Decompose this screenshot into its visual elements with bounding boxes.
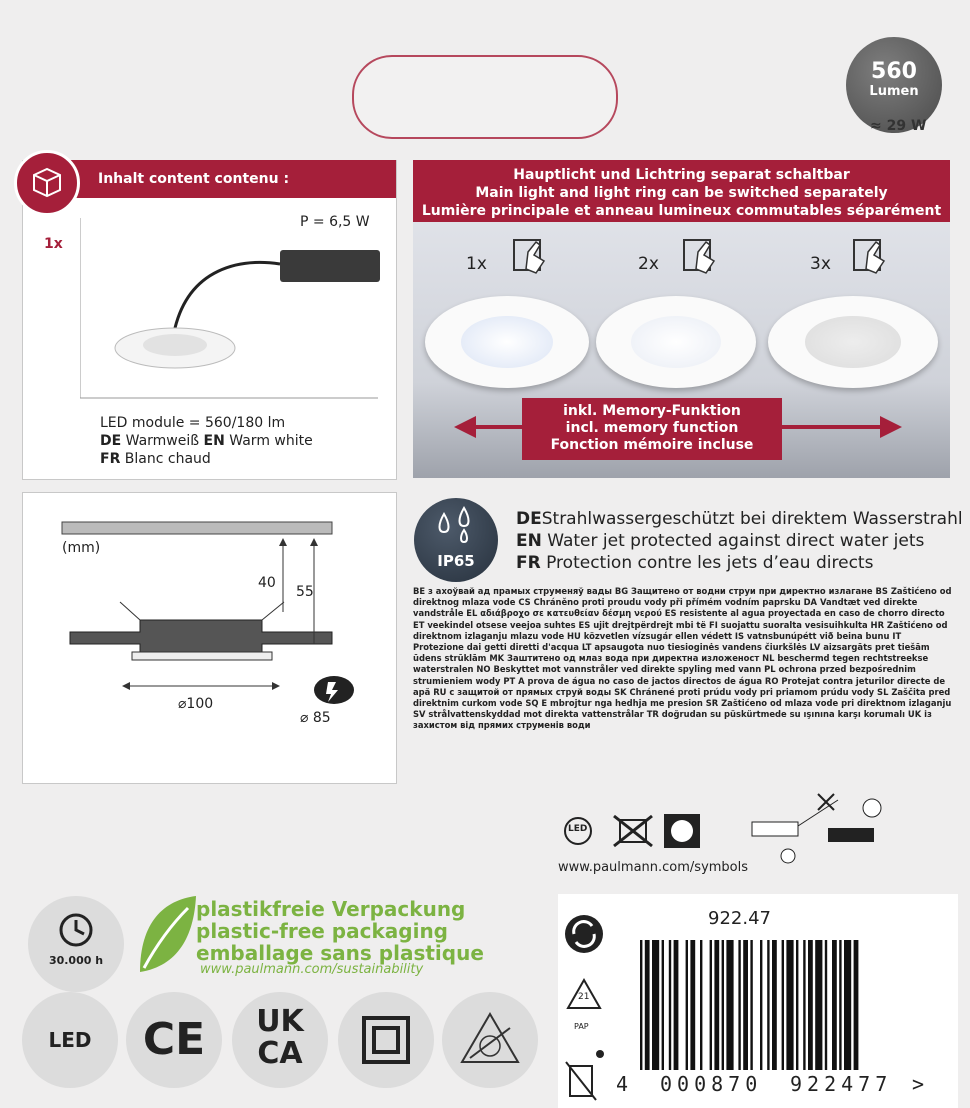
barcode-bar bbox=[743, 940, 748, 1070]
ukca-top: UK bbox=[256, 1004, 304, 1039]
barcode-bar bbox=[726, 940, 733, 1070]
switching-line-de: Hauptlicht und Lichtring separat schaltbar bbox=[513, 167, 850, 183]
fr-text: Blanc chaud bbox=[120, 451, 211, 467]
barcode-bar bbox=[674, 940, 679, 1070]
barcode-bar bbox=[839, 940, 841, 1070]
barcode-bar bbox=[710, 940, 712, 1070]
barcode-bar bbox=[700, 940, 702, 1070]
dimension-drawing bbox=[22, 492, 395, 782]
barcode-bar bbox=[844, 940, 851, 1070]
double-square-icon bbox=[338, 992, 434, 1088]
barcode-bar bbox=[767, 940, 769, 1070]
ean-group-2: 922477 bbox=[790, 1072, 893, 1096]
watt-equivalent: ≈ 29 W bbox=[870, 118, 927, 134]
lumen-value: 560 bbox=[871, 59, 917, 84]
triangle-crossed-icon bbox=[442, 992, 538, 1088]
led-mark: LED bbox=[22, 992, 118, 1088]
barcode-bar bbox=[714, 940, 719, 1070]
en-prefix: EN bbox=[203, 433, 225, 449]
barcode-bar bbox=[854, 940, 859, 1070]
barcode-bar bbox=[760, 940, 762, 1070]
product-illustration bbox=[80, 218, 380, 408]
ean-group-1: 000870 bbox=[660, 1072, 763, 1096]
switching-line-en: Main light and light ring can be switched separately bbox=[475, 185, 888, 201]
ean-barcode bbox=[640, 940, 940, 1074]
recycle-code: 21 bbox=[578, 992, 590, 1002]
memory-line-de: inkl. Memory-Funktion bbox=[563, 403, 741, 419]
press-count-1: 1x bbox=[466, 254, 487, 274]
ukca-bottom: CA bbox=[257, 1036, 303, 1071]
protection-class-ii-mark bbox=[338, 992, 434, 1088]
recycle-material: PAP bbox=[574, 1022, 589, 1031]
switch-hand-icon-1 bbox=[510, 236, 550, 276]
water-drops-icon bbox=[414, 498, 498, 552]
cutout-85: ⌀ 85 bbox=[300, 710, 331, 726]
barcode-bar bbox=[782, 940, 784, 1070]
ce-mark: CE bbox=[126, 992, 222, 1088]
press-count-3: 3x bbox=[810, 254, 831, 274]
barcode-bar bbox=[652, 940, 659, 1070]
barcode-bar bbox=[825, 940, 827, 1070]
memory-line-fr: Fonction mémoire incluse bbox=[550, 437, 754, 453]
symbols-url[interactable]: www.paulmann.com/symbols bbox=[558, 860, 749, 875]
led-spec bbox=[100, 414, 313, 468]
plastic-free-fr: emballage sans plastique bbox=[196, 941, 484, 965]
barcode-bar bbox=[796, 940, 798, 1070]
plastic-free-en: plastic-free packaging bbox=[196, 919, 448, 943]
barcode-bar bbox=[669, 940, 671, 1070]
switching-heading bbox=[413, 160, 950, 222]
lamp-mode-2 bbox=[596, 296, 756, 388]
ean-end-marker: > bbox=[912, 1072, 925, 1096]
lifetime-badge bbox=[28, 896, 124, 992]
lamp-mode-1 bbox=[425, 296, 589, 388]
unit-label: (mm) bbox=[62, 540, 101, 556]
barcode-bar bbox=[722, 940, 724, 1070]
lumen-unit: Lumen bbox=[869, 84, 919, 99]
ip-en-text: Water jet protected against direct water jets bbox=[541, 531, 925, 551]
recycling-icons bbox=[562, 904, 608, 1104]
sustainability-url[interactable]: www.paulmann.com/sustainability bbox=[200, 962, 424, 977]
ip-fr-prefix: FR bbox=[516, 553, 541, 573]
barcode-bar bbox=[815, 940, 822, 1070]
fr-prefix: FR bbox=[100, 451, 121, 467]
quantity-label: 1x bbox=[44, 236, 63, 252]
barcode-bar bbox=[786, 940, 793, 1070]
switch-hand-icon-3 bbox=[850, 236, 890, 276]
ip65-badge bbox=[414, 498, 498, 582]
barcode-bar bbox=[662, 940, 664, 1070]
ip-fr-text: Protection contre les jets d’eau directs bbox=[540, 553, 874, 573]
diameter-100: ⌀100 bbox=[178, 696, 214, 712]
ean-first-digit: 4 bbox=[616, 1072, 629, 1096]
barcode-bar bbox=[750, 940, 752, 1070]
content-heading: Inhalt content contenu : bbox=[58, 160, 396, 198]
plastic-free-text bbox=[196, 898, 484, 964]
switch-hand-icon-2 bbox=[680, 236, 720, 276]
ip-rating: IP65 bbox=[437, 552, 475, 570]
barcode-bar bbox=[808, 940, 813, 1070]
clock-icon bbox=[56, 910, 96, 950]
ip-de-prefix: DE bbox=[516, 509, 542, 529]
en-text: Warm white bbox=[224, 433, 313, 449]
ukca-mark bbox=[232, 992, 328, 1088]
article-number: 922.47 bbox=[708, 908, 771, 929]
leaf-icon bbox=[134, 892, 200, 982]
power-label: P = 6,5 W bbox=[300, 214, 370, 230]
ip-en-prefix: EN bbox=[516, 531, 542, 551]
barcode-bar bbox=[738, 940, 740, 1070]
barcode-bar bbox=[690, 940, 695, 1070]
memory-line-en: incl. memory function bbox=[565, 420, 739, 436]
barcode-bar bbox=[645, 940, 650, 1070]
lifetime-hours: 30.000 h bbox=[48, 954, 104, 967]
led-module-text: LED module = 560/180 lm bbox=[100, 415, 286, 431]
height-55: 55 bbox=[296, 584, 314, 600]
height-40: 40 bbox=[258, 575, 276, 591]
barcode-bar bbox=[803, 940, 805, 1070]
led-symbol-label: LED bbox=[568, 824, 588, 834]
barcode-bar bbox=[832, 940, 837, 1070]
de-text: Warmweiß bbox=[121, 433, 204, 449]
box-icon bbox=[14, 150, 80, 216]
barcode-bar bbox=[686, 940, 688, 1070]
driver-replacement-icon bbox=[748, 790, 888, 864]
barcode-bar bbox=[772, 940, 777, 1070]
press-count-2: 2x bbox=[638, 254, 659, 274]
memory-box bbox=[522, 398, 782, 460]
ip-description bbox=[516, 508, 963, 574]
ip-de-text: Strahlwassergeschützt bei direktem Wasserstrahl bbox=[541, 509, 963, 529]
plastic-free-de: plastikfreie Verpackung bbox=[196, 897, 466, 921]
no-insulation-cover-mark bbox=[442, 992, 538, 1088]
multilingual-ip-text: BE з ахоўвай ад прамых струменяў вады BG Защитено от водни струи при директно излагане BS Zaštićeno od direktnog mlaza vode CS Chráněno proti proudu vody při přímém vodním paprsku DA Vandtæt ved direkte vandstråle EL αδιάβροχο σε κατευθείαν δέσμη νερού ES resistente al agua proyectada en caso de chorro directo ET veekindel otsese veejoa suhtes ES ujit drejtpërdrejt mbi të FI suojattu suoralta vesisuihkulta HR Zaštićeno od direktnom izlaganju mlazu vode HU közvetlen vízsugár ellen védett IS vatnsbunúpétt við beina bunu IT Protezione dai getti diretti d'acqua LT apsaugota nuo tiesioginės vandens čiurkšlės LV aizsargāts pret tiešām ūdens strūklām MK Заштитено од млаз вода при директна изложеност NL beschermd tegen rechtstreekse waterstralen NO Beskyttet mot vannstråler ved direkte spyling med vann PL ochrona przed bezpośrednim strumieniem wody PT A prova de água no caso de jactos directos de água RO Protejat contra jeturilor directe de apă RU с защитой от прямых струй воды SK Chránené proti prúdu vody pri priamom prúdu vody SL Zaščita pred direktnim curkom vode SQ E mbrojtur nga hedhja me presion SR Zaštićeno od mlaza vode pri direktnom izlaganju SV strålvattenskyddad mot direkta vattenstrålar TR doğrudan su püskürtmede su ışınına karşı korumalı UK із захистом від прямих струменів води bbox=[413, 586, 952, 731]
de-prefix: DE bbox=[100, 433, 122, 449]
lamp-mode-3 bbox=[768, 296, 938, 388]
hang-slot bbox=[352, 55, 618, 139]
switching-line-fr: Lumière principale et anneau lumineux commutables séparément bbox=[421, 203, 942, 219]
barcode-bar bbox=[640, 940, 642, 1070]
